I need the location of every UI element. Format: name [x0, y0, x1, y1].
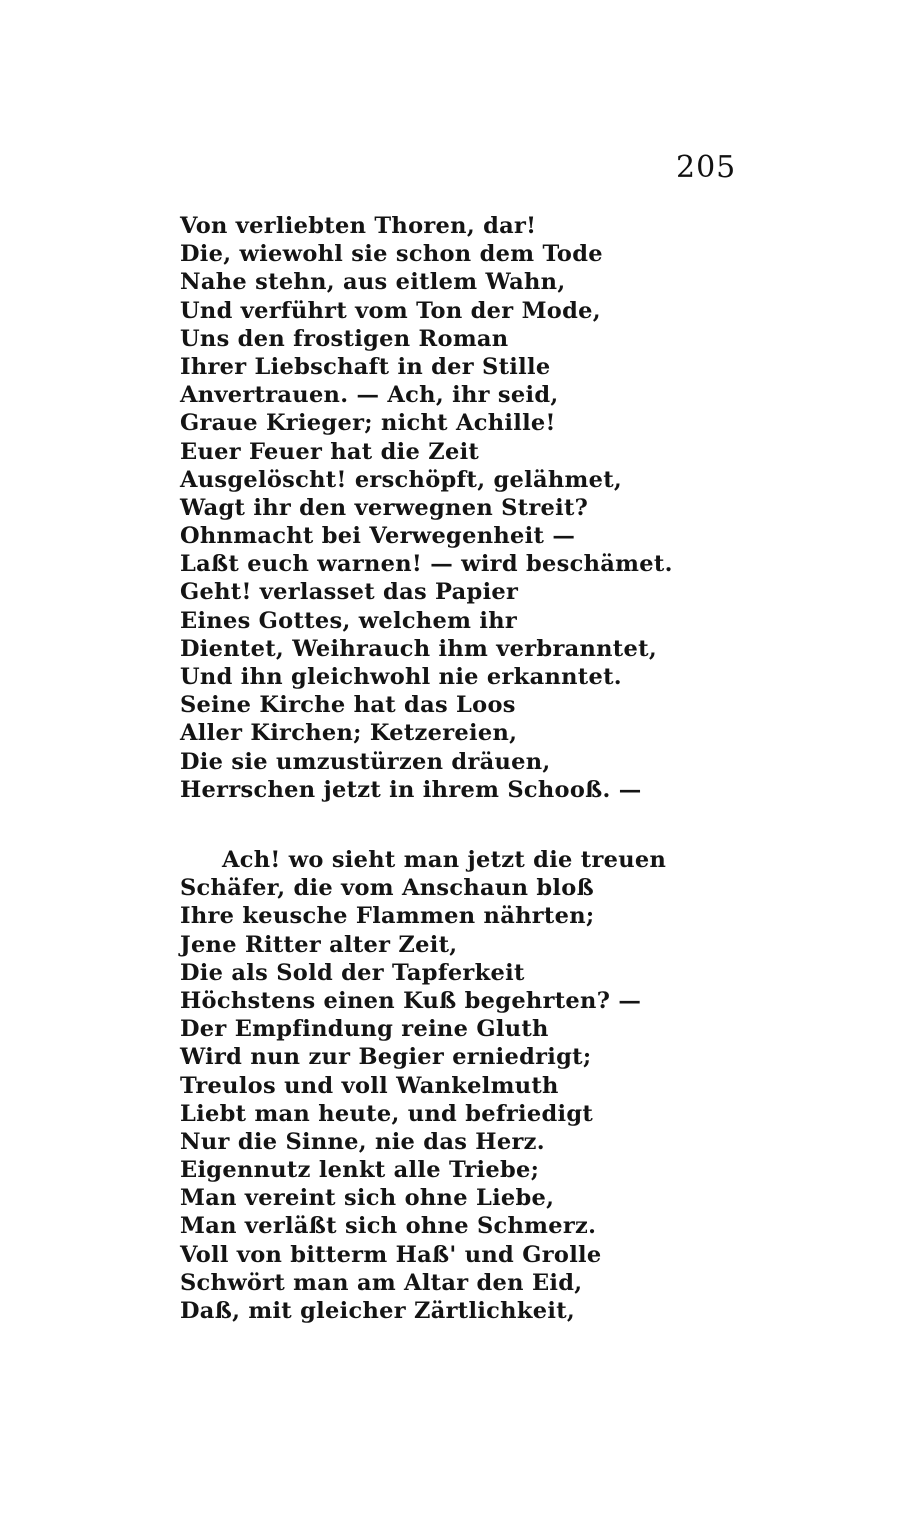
verse-line: Graue Krieger; nicht Achille! [180, 410, 556, 437]
verse-line: Wagt ihr den verwegnen Streit? [180, 494, 589, 521]
verse-line: Schwört man am Altar den Eid, [180, 1269, 583, 1296]
stanza-1 [180, 212, 673, 804]
verse-line: Die, wiewohl sie schon dem Tode [180, 241, 603, 268]
verse-line: Und verführt vom Ton der Mode, [180, 297, 601, 324]
verse-line: Liebt man heute, und befriedigt [180, 1100, 594, 1127]
verse-line: Euer Feuer hat die Zeit [180, 438, 480, 465]
verse-line: Anvertrauen. — Ach, ihr seid, [180, 382, 559, 409]
verse-line: Von verliebten Thoren, dar! [180, 213, 537, 239]
verse-line: Eines Gottes, welchem ihr [180, 607, 518, 634]
verse-line: Der Empfindung reine Gluth [180, 1016, 549, 1043]
verse-line: Geht! verlasset das Papier [180, 579, 519, 606]
verse-line: Treulos und voll Wankelmuth [180, 1072, 559, 1099]
page-number: 205 [676, 150, 737, 185]
verse-line: Ihre keusche Flammen nährten; [180, 903, 595, 930]
verse-line: Ihrer Liebschaft in der Stille [180, 353, 551, 380]
verse-line: Schäfer, die vom Anschaun bloß [180, 875, 594, 902]
verse-line: Und ihn gleichwohl nie erkanntet. [180, 664, 622, 690]
verse-line: Nahe stehn, aus eitlem Wahn, [180, 269, 566, 296]
verse-line: Höchstens einen Kuß begehrten? — [180, 987, 642, 1014]
verse-line: Laßt euch warnen! — wird beschämet. [180, 551, 673, 578]
verse-line: Dientet, Weihrauch ihm verbranntet, [180, 635, 657, 662]
verse-line: Eigennutz lenkt alle Triebe; [180, 1157, 540, 1184]
verse-line: Wird nun zur Begier erniedrigt; [180, 1044, 592, 1071]
verse-line: Man vereint sich ohne Liebe, [180, 1185, 555, 1212]
verse-line: Seine Kirche hat das Loos [180, 692, 516, 719]
verse-line: Man verläßt sich ohne Schmerz. [180, 1213, 597, 1240]
verse-line: Nur die Sinne, nie das Herz. [180, 1128, 545, 1155]
verse-line: Aller Kirchen; Ketzereien, [180, 720, 518, 747]
verse-line: Jene Ritter alter Zeit, [180, 931, 458, 958]
verse-line: Uns den frostigen Roman [180, 325, 509, 352]
verse-line: Ohnmacht bei Verwegenheit — [180, 523, 576, 550]
verse-line: Herrschen jetzt in ihrem Schooß. — [180, 776, 642, 803]
verse-line: Die sie umzustürzen dräuen, [180, 748, 551, 775]
verse-line: Die als Sold der Tapferkeit [180, 959, 525, 986]
verse-line: Ausgelöscht! erschöpft, gelähmet, [180, 466, 623, 493]
verse-line: Voll von bitterm Haß' und Grolle [180, 1241, 602, 1268]
stanza-2 [180, 846, 666, 1325]
verse-line: Ach! wo sieht man jetzt die treuen [222, 847, 667, 873]
verse-line: Daß, mit gleicher Zärtlichkeit, [180, 1298, 576, 1324]
